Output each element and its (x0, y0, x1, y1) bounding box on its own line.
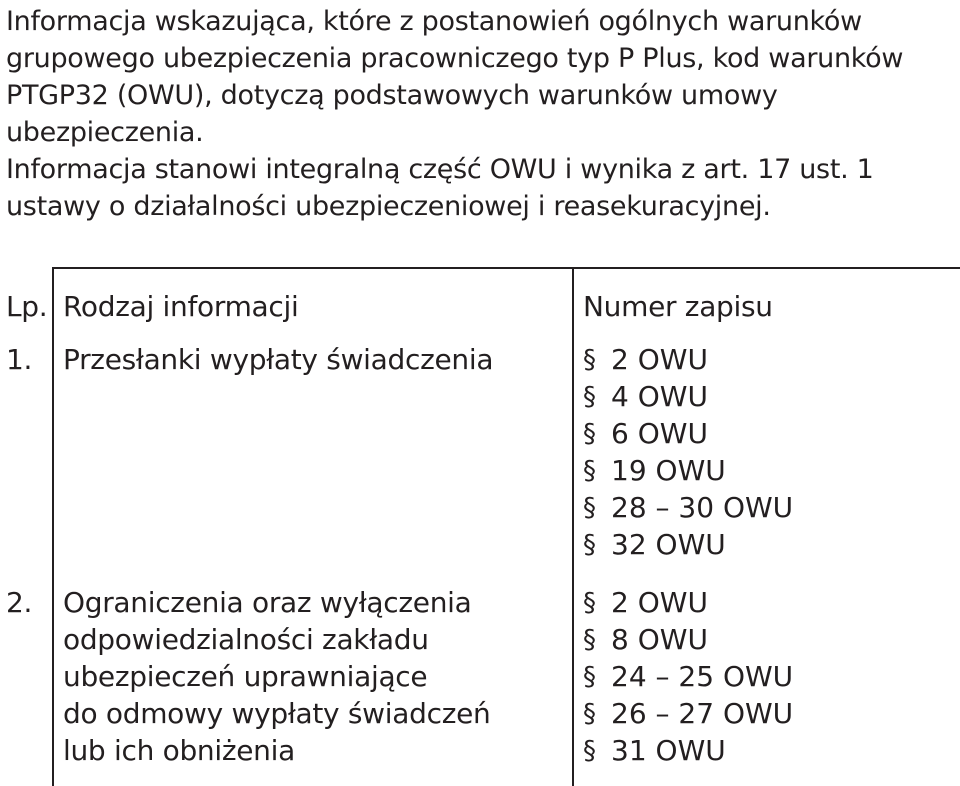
intro-paragraph-2: Informacja stanowi integralną część OWU i wynika z art. 17 ust. 1 ustawy o działalności ubezpieczeniowej i reasekuracyjnej. (6, 154, 874, 222)
section-icon: § (583, 455, 596, 486)
section-icon: § (583, 735, 596, 766)
ref-item: § 6 OWU (583, 417, 708, 450)
ref-item: § 4 OWU (583, 380, 708, 413)
intro-paragraph-1: Informacja wskazująca, które z postanowień ogólnych warunków grupowego ubezpieczenia pracowniczego typ P Plus, kod warunków PTGP32 (OWU), dotyczą podstawowych warunków umowy ubezpieczenia. (6, 6, 904, 148)
row-1-refs (583, 341, 793, 563)
ref-item: § 2 OWU (583, 343, 708, 376)
ref-item: § 24 – 25 OWU (583, 660, 794, 693)
table-top-border (52, 267, 960, 269)
section-icon: § (583, 381, 596, 412)
section-icon: § (583, 698, 596, 729)
row-2-rodzaj-line: do odmowy wypłaty świadczeń (63, 697, 491, 730)
intro-text (6, 3, 956, 225)
ref-item: § 26 – 27 OWU (583, 697, 794, 730)
column-divider-left (52, 267, 54, 786)
section-icon: § (583, 587, 596, 618)
ref-item: § 2 OWU (583, 586, 708, 619)
row-1-rodzaj (63, 341, 493, 378)
header-lp: Lp. (6, 290, 48, 323)
row-2-rodzaj (63, 584, 490, 769)
header-numer: Numer zapisu (583, 290, 773, 323)
row-2-rodzaj-line: odpowiedzialności zakładu (63, 623, 429, 656)
row-2-rodzaj-line: ubezpieczeń uprawniające (63, 660, 428, 693)
section-icon: § (583, 529, 596, 560)
row-2-rodzaj-line: lub ich obniżenia (63, 734, 295, 767)
row-2-refs (583, 584, 793, 769)
section-icon: § (583, 418, 596, 449)
info-table (0, 267, 960, 786)
row-2-lp: 2. (6, 586, 33, 619)
ref-item: § 31 OWU (583, 734, 726, 767)
section-icon: § (583, 624, 596, 655)
header-rodzaj: Rodzaj informacji (63, 290, 299, 323)
ref-item: § 28 – 30 OWU (583, 491, 794, 524)
section-icon: § (583, 492, 596, 523)
section-icon: § (583, 344, 596, 375)
ref-item: § 32 OWU (583, 528, 726, 561)
row-2-rodzaj-line: Ograniczenia oraz wyłączenia (63, 586, 472, 619)
row-1-lp: 1. (6, 343, 33, 376)
row-1-rodzaj-line: Przesłanki wypłaty świadczenia (63, 343, 494, 376)
ref-item: § 8 OWU (583, 623, 708, 656)
column-divider-right (572, 267, 574, 786)
section-icon: § (583, 661, 596, 692)
ref-item: § 19 OWU (583, 454, 726, 487)
